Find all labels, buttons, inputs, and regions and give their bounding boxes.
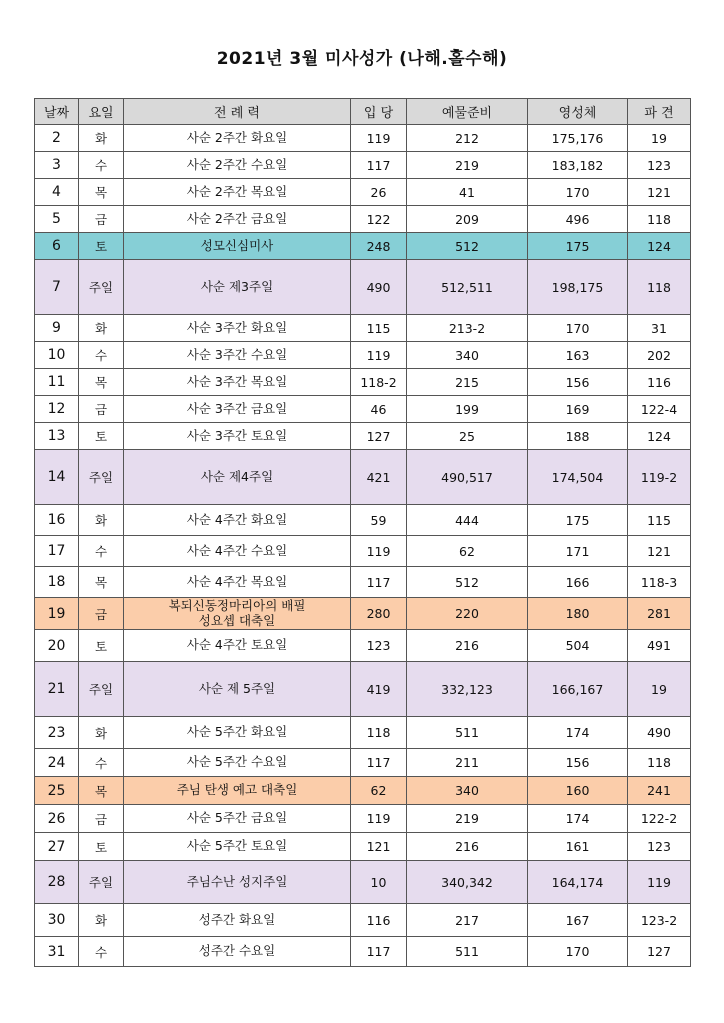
table-body [35, 125, 691, 967]
dismissal-cell: 115 [628, 505, 691, 536]
dismissal-cell: 123 [628, 152, 691, 179]
entrance-cell: 115 [351, 315, 407, 342]
offertory-cell: 217 [407, 904, 528, 937]
day-cell: 16 [35, 505, 79, 536]
communion-cell: 166 [528, 567, 628, 598]
dismissal-cell: 119-2 [628, 450, 691, 505]
day-cell: 21 [35, 662, 79, 717]
offertory-cell: 213-2 [407, 315, 528, 342]
weekday-cell: 화 [79, 125, 124, 152]
dismissal-cell: 123-2 [628, 904, 691, 937]
offertory-cell: 219 [407, 152, 528, 179]
day-cell: 30 [35, 904, 79, 937]
celebration-cell [124, 598, 351, 630]
table-row [35, 233, 691, 260]
table-row [35, 630, 691, 662]
offertory-cell: 216 [407, 630, 528, 662]
weekday-cell: 화 [79, 904, 124, 937]
entrance-cell: 59 [351, 505, 407, 536]
table-row [35, 505, 691, 536]
day-cell: 24 [35, 749, 79, 777]
entrance-cell: 117 [351, 152, 407, 179]
entrance-cell: 116 [351, 904, 407, 937]
communion-cell: 167 [528, 904, 628, 937]
table-row [35, 423, 691, 450]
table-row [35, 598, 691, 630]
table-row [35, 904, 691, 937]
celebration-cell: 사순 2주간 수요일 [124, 152, 351, 179]
day-cell: 13 [35, 423, 79, 450]
entrance-cell: 46 [351, 396, 407, 423]
offertory-cell: 220 [407, 598, 528, 630]
dismissal-cell: 127 [628, 937, 691, 967]
dismissal-cell: 202 [628, 342, 691, 369]
celebration-cell: 사순 3주간 수요일 [124, 342, 351, 369]
dismissal-cell: 121 [628, 179, 691, 206]
celebration-cell: 사순 3주간 금요일 [124, 396, 351, 423]
communion-cell: 164,174 [528, 861, 628, 904]
entrance-cell: 118 [351, 717, 407, 749]
offertory-cell: 219 [407, 805, 528, 833]
celebration-line: 성요셉 대축일 [198, 612, 276, 628]
table-row [35, 369, 691, 396]
celebration-cell: 사순 2주간 금요일 [124, 206, 351, 233]
dismissal-cell: 124 [628, 233, 691, 260]
dismissal-cell: 241 [628, 777, 691, 805]
dismissal-cell: 31 [628, 315, 691, 342]
day-cell: 2 [35, 125, 79, 152]
celebration-cell: 성주간 수요일 [124, 937, 351, 967]
offertory-cell: 41 [407, 179, 528, 206]
header-offertory: 예물준비 [407, 99, 528, 125]
celebration-cell: 성모신심미사 [124, 233, 351, 260]
celebration-cell: 사순 3주간 토요일 [124, 423, 351, 450]
celebration-cell: 사순 4주간 수요일 [124, 536, 351, 567]
communion-cell: 170 [528, 315, 628, 342]
weekday-cell: 목 [79, 567, 124, 598]
header-day: 날짜 [35, 99, 79, 125]
day-cell: 9 [35, 315, 79, 342]
entrance-cell: 248 [351, 233, 407, 260]
weekday-cell: 수 [79, 342, 124, 369]
day-cell: 5 [35, 206, 79, 233]
offertory-cell: 512,511 [407, 260, 528, 315]
entrance-cell: 419 [351, 662, 407, 717]
table-row [35, 937, 691, 967]
communion-cell: 183,182 [528, 152, 628, 179]
table-row [35, 260, 691, 315]
celebration-cell: 주님 탄생 예고 대축일 [124, 777, 351, 805]
table-row [35, 342, 691, 369]
entrance-cell: 490 [351, 260, 407, 315]
dismissal-cell: 122-4 [628, 396, 691, 423]
dismissal-cell: 119 [628, 861, 691, 904]
table-row [35, 450, 691, 505]
communion-cell: 504 [528, 630, 628, 662]
entrance-cell: 117 [351, 937, 407, 967]
day-cell: 17 [35, 536, 79, 567]
entrance-cell: 119 [351, 342, 407, 369]
day-cell: 20 [35, 630, 79, 662]
weekday-cell: 화 [79, 717, 124, 749]
celebration-cell: 사순 제3주일 [124, 260, 351, 315]
entrance-cell: 117 [351, 749, 407, 777]
header-celebration: 전 례 력 [124, 99, 351, 125]
weekday-cell: 목 [79, 179, 124, 206]
communion-cell: 175 [528, 505, 628, 536]
day-cell: 12 [35, 396, 79, 423]
communion-cell: 180 [528, 598, 628, 630]
dismissal-cell: 19 [628, 125, 691, 152]
table-row [35, 805, 691, 833]
communion-cell: 160 [528, 777, 628, 805]
weekday-cell: 토 [79, 423, 124, 450]
table-row [35, 861, 691, 904]
dismissal-cell: 118 [628, 206, 691, 233]
table-row [35, 125, 691, 152]
entrance-cell: 26 [351, 179, 407, 206]
table-row [35, 315, 691, 342]
dismissal-cell: 116 [628, 369, 691, 396]
weekday-cell: 화 [79, 505, 124, 536]
celebration-cell: 주님수난 성지주일 [124, 861, 351, 904]
communion-cell: 170 [528, 179, 628, 206]
communion-cell: 175 [528, 233, 628, 260]
celebration-cell: 사순 5주간 금요일 [124, 805, 351, 833]
offertory-cell: 209 [407, 206, 528, 233]
offertory-cell: 340,342 [407, 861, 528, 904]
celebration-cell: 사순 4주간 토요일 [124, 630, 351, 662]
table-row [35, 717, 691, 749]
weekday-cell: 토 [79, 233, 124, 260]
weekday-cell: 목 [79, 369, 124, 396]
offertory-cell: 62 [407, 536, 528, 567]
communion-cell: 161 [528, 833, 628, 861]
celebration-cell: 사순 4주간 목요일 [124, 567, 351, 598]
day-cell: 31 [35, 937, 79, 967]
celebration-cell: 사순 2주간 화요일 [124, 125, 351, 152]
day-cell: 14 [35, 450, 79, 505]
communion-cell: 496 [528, 206, 628, 233]
offertory-cell: 199 [407, 396, 528, 423]
offertory-cell: 511 [407, 937, 528, 967]
offertory-cell: 490,517 [407, 450, 528, 505]
table-row [35, 567, 691, 598]
offertory-cell: 340 [407, 777, 528, 805]
weekday-cell: 토 [79, 833, 124, 861]
celebration-line: 복되신동정마리아의 배필 [168, 598, 306, 614]
celebration-cell: 사순 3주간 화요일 [124, 315, 351, 342]
offertory-cell: 212 [407, 125, 528, 152]
communion-cell: 156 [528, 369, 628, 396]
dismissal-cell: 121 [628, 536, 691, 567]
celebration-cell: 사순 5주간 수요일 [124, 749, 351, 777]
dismissal-cell: 118 [628, 260, 691, 315]
communion-cell: 174 [528, 805, 628, 833]
header-dismissal: 파 견 [628, 99, 691, 125]
communion-cell: 163 [528, 342, 628, 369]
weekday-cell: 금 [79, 206, 124, 233]
communion-cell: 174 [528, 717, 628, 749]
weekday-cell: 토 [79, 630, 124, 662]
offertory-cell: 211 [407, 749, 528, 777]
offertory-cell: 512 [407, 567, 528, 598]
weekday-cell: 목 [79, 777, 124, 805]
entrance-cell: 119 [351, 805, 407, 833]
weekday-cell: 수 [79, 937, 124, 967]
entrance-cell: 119 [351, 536, 407, 567]
entrance-cell: 127 [351, 423, 407, 450]
table-row [35, 749, 691, 777]
communion-cell: 169 [528, 396, 628, 423]
entrance-cell: 119 [351, 125, 407, 152]
dismissal-cell: 118-3 [628, 567, 691, 598]
day-cell: 11 [35, 369, 79, 396]
entrance-cell: 118-2 [351, 369, 407, 396]
table-row [35, 777, 691, 805]
entrance-cell: 10 [351, 861, 407, 904]
day-cell: 25 [35, 777, 79, 805]
entrance-cell: 121 [351, 833, 407, 861]
offertory-cell: 25 [407, 423, 528, 450]
celebration-cell: 사순 3주간 목요일 [124, 369, 351, 396]
hymn-schedule-table [34, 98, 691, 967]
weekday-cell: 주일 [79, 260, 124, 315]
celebration-cell: 사순 제 5주일 [124, 662, 351, 717]
entrance-cell: 280 [351, 598, 407, 630]
communion-cell: 156 [528, 749, 628, 777]
entrance-cell: 421 [351, 450, 407, 505]
day-cell: 7 [35, 260, 79, 315]
weekday-cell: 금 [79, 598, 124, 630]
day-cell: 27 [35, 833, 79, 861]
header-communion: 영성체 [528, 99, 628, 125]
weekday-cell: 금 [79, 805, 124, 833]
offertory-cell: 340 [407, 342, 528, 369]
header-entrance: 입 당 [351, 99, 407, 125]
celebration-cell: 성주간 화요일 [124, 904, 351, 937]
table-row [35, 536, 691, 567]
weekday-cell: 주일 [79, 450, 124, 505]
day-cell: 3 [35, 152, 79, 179]
day-cell: 19 [35, 598, 79, 630]
offertory-cell: 511 [407, 717, 528, 749]
weekday-cell: 수 [79, 536, 124, 567]
page-title: 2021년 3월 미사성가 (나해.홀수해) [216, 49, 508, 69]
table-header-row [35, 99, 691, 125]
dismissal-cell: 491 [628, 630, 691, 662]
entrance-cell: 122 [351, 206, 407, 233]
communion-cell: 166,167 [528, 662, 628, 717]
entrance-cell: 117 [351, 567, 407, 598]
communion-cell: 174,504 [528, 450, 628, 505]
day-cell: 28 [35, 861, 79, 904]
table-row [35, 152, 691, 179]
communion-cell: 171 [528, 536, 628, 567]
dismissal-cell: 123 [628, 833, 691, 861]
dismissal-cell: 19 [628, 662, 691, 717]
table-row [35, 206, 691, 233]
weekday-cell: 수 [79, 749, 124, 777]
offertory-cell: 332,123 [407, 662, 528, 717]
dismissal-cell: 124 [628, 423, 691, 450]
offertory-cell: 512 [407, 233, 528, 260]
dismissal-cell: 118 [628, 749, 691, 777]
weekday-cell: 주일 [79, 861, 124, 904]
communion-cell: 198,175 [528, 260, 628, 315]
day-cell: 26 [35, 805, 79, 833]
celebration-cell: 사순 5주간 토요일 [124, 833, 351, 861]
dismissal-cell: 281 [628, 598, 691, 630]
table-row [35, 396, 691, 423]
communion-cell: 170 [528, 937, 628, 967]
day-cell: 6 [35, 233, 79, 260]
celebration-cell: 사순 4주간 화요일 [124, 505, 351, 536]
offertory-cell: 215 [407, 369, 528, 396]
day-cell: 18 [35, 567, 79, 598]
table-row [35, 833, 691, 861]
table-row [35, 179, 691, 206]
day-cell: 10 [35, 342, 79, 369]
offertory-cell: 216 [407, 833, 528, 861]
communion-cell: 188 [528, 423, 628, 450]
offertory-cell: 444 [407, 505, 528, 536]
celebration-cell: 사순 2주간 목요일 [124, 179, 351, 206]
entrance-cell: 123 [351, 630, 407, 662]
day-cell: 4 [35, 179, 79, 206]
dismissal-cell: 122-2 [628, 805, 691, 833]
celebration-cell: 사순 제4주일 [124, 450, 351, 505]
dismissal-cell: 490 [628, 717, 691, 749]
header-weekday: 요일 [79, 99, 124, 125]
weekday-cell: 화 [79, 315, 124, 342]
celebration-cell: 사순 5주간 화요일 [124, 717, 351, 749]
weekday-cell: 수 [79, 152, 124, 179]
weekday-cell: 금 [79, 396, 124, 423]
communion-cell: 175,176 [528, 125, 628, 152]
weekday-cell: 주일 [79, 662, 124, 717]
table-row [35, 662, 691, 717]
entrance-cell: 62 [351, 777, 407, 805]
day-cell: 23 [35, 717, 79, 749]
